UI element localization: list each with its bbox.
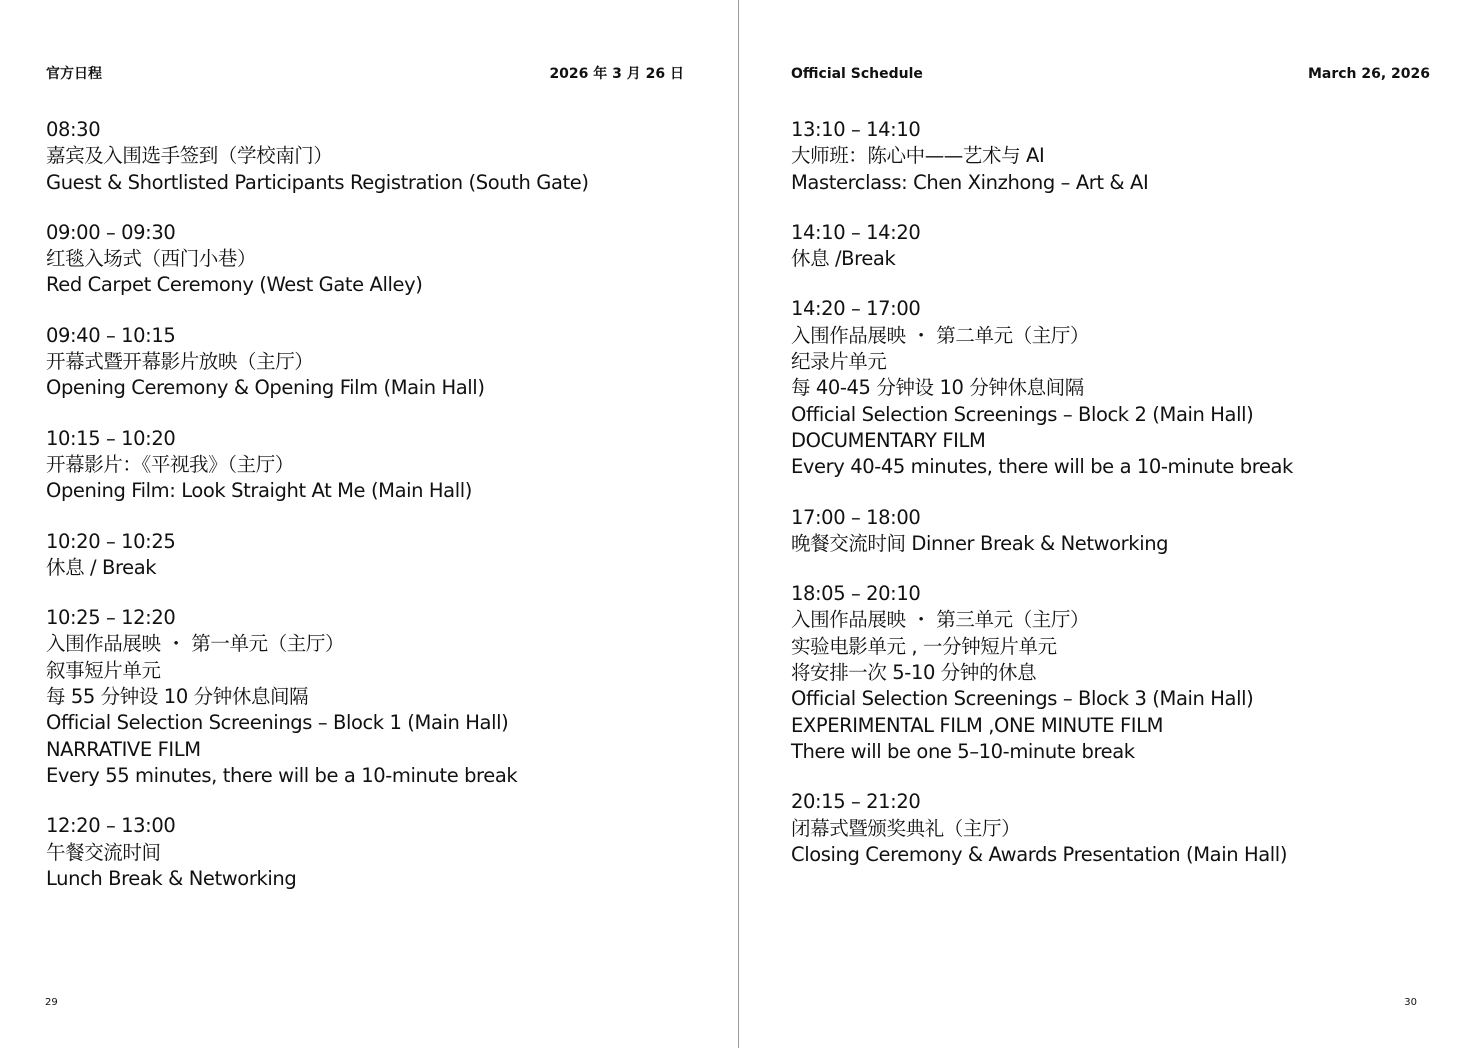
entry-line: 午餐交流时间 bbox=[46, 840, 161, 864]
entry-line: Lunch Break & Networking bbox=[46, 866, 297, 890]
running-head-date: March 26, 2026 bbox=[1307, 66, 1430, 82]
entry-time: 08:30 bbox=[46, 118, 101, 141]
entry-line: Guest & Shortlisted Participants Registration (South Gate) bbox=[46, 170, 589, 194]
entry-line: Masterclass: Chen Xinzhong – Art & AI bbox=[791, 170, 1149, 194]
running-head-date: 2026 年 3 月 26 日 bbox=[549, 66, 684, 82]
entry-line: Opening Film: Look Straight At Me (Main Hall) bbox=[46, 479, 472, 503]
entry-line: Red Carpet Ceremony (West Gate Alley) bbox=[46, 273, 423, 297]
entry-time: 18:05 – 20:10 bbox=[791, 582, 921, 606]
schedule-entry bbox=[791, 220, 1293, 273]
right-page bbox=[739, 0, 1479, 1048]
entry-line: 红毯入场式（西门小巷） bbox=[46, 247, 257, 271]
entry-line: 叙事短片单元 bbox=[46, 658, 161, 682]
entry-line: There will be one 5–10-minute break bbox=[791, 739, 1135, 763]
schedule-entry bbox=[791, 296, 1293, 480]
entry-line: 实验电影单元 , 一分钟短片单元 bbox=[791, 634, 1057, 658]
entry-line: Official Selection Screenings – Block 1 (Main Hall) bbox=[46, 711, 509, 735]
schedule-entry bbox=[46, 529, 589, 582]
entry-time: 20:15 – 21:20 bbox=[791, 790, 921, 814]
entry-line: 晚餐交流时间 Dinner Break & Networking bbox=[791, 531, 1169, 555]
entry-line: 开幕影片：《平视我》（主厅） bbox=[46, 452, 294, 476]
entry-line: Official Selection Screenings – Block 2 (Main Hall) bbox=[791, 402, 1254, 426]
schedule-list bbox=[46, 117, 589, 916]
entry-line: 大师班：陈心中——艺术与 AI bbox=[791, 144, 1045, 168]
schedule-entry bbox=[791, 581, 1293, 765]
entry-line: 嘉宾及入围选手签到（学校南门） bbox=[46, 144, 333, 168]
schedule-entry bbox=[46, 220, 589, 299]
entry-time: 13:10 – 14:10 bbox=[791, 118, 921, 141]
entry-line: EXPERIMENTAL FILM ,ONE MINUTE FILM bbox=[791, 713, 1164, 737]
entry-line: 休息 / Break bbox=[46, 555, 157, 579]
entry-line: Opening Ceremony & Opening Film (Main Hall) bbox=[46, 376, 485, 400]
page-number: 30 bbox=[1404, 997, 1417, 1008]
entry-line: 纪录片单元 bbox=[791, 350, 887, 374]
entry-line: Official Selection Screenings – Block 3 (Main Hall) bbox=[791, 687, 1254, 711]
schedule-list bbox=[791, 117, 1293, 892]
running-head-title: 官方日程 bbox=[46, 66, 102, 82]
entry-line: 入围作品展映 ・ 第二单元（主厅） bbox=[791, 323, 1090, 347]
schedule-entry bbox=[46, 426, 589, 505]
entry-time: 14:20 – 17:00 bbox=[791, 297, 921, 321]
running-head-title: Official Schedule bbox=[791, 66, 923, 82]
entry-time: 14:10 – 14:20 bbox=[791, 220, 921, 244]
entry-line: 开幕式暨开幕影片放映（主厅） bbox=[46, 350, 314, 374]
entry-line: NARRATIVE FILM bbox=[46, 737, 201, 761]
entry-line: Every 55 minutes, there will be a 10-minute break bbox=[46, 763, 518, 787]
schedule-entry bbox=[46, 323, 589, 402]
entry-line: 将安排一次 5-10 分钟的休息 bbox=[791, 661, 1037, 685]
entry-line: 休息 /Break bbox=[791, 247, 896, 271]
entry-time: 10:15 – 10:20 bbox=[46, 426, 176, 450]
entry-line: Every 40-45 minutes, there will be a 10-minute break bbox=[791, 455, 1293, 479]
entry-time: 12:20 – 13:00 bbox=[46, 814, 176, 838]
entry-line: DOCUMENTARY FILM bbox=[791, 428, 986, 452]
schedule-entry bbox=[46, 605, 589, 789]
schedule-entry bbox=[791, 789, 1293, 868]
entry-time: 09:40 – 10:15 bbox=[46, 323, 176, 347]
entry-line: 每 40-45 分钟设 10 分钟休息间隔 bbox=[791, 376, 1084, 400]
schedule-entry bbox=[791, 505, 1293, 558]
entry-time: 09:00 – 09:30 bbox=[46, 220, 176, 244]
schedule-entry bbox=[46, 117, 589, 196]
entry-line: 每 55 分钟设 10 分钟休息间隔 bbox=[46, 685, 309, 709]
entry-time: 17:00 – 18:00 bbox=[791, 505, 921, 529]
entry-line: 入围作品展映 ・ 第一单元（主厅） bbox=[46, 632, 345, 656]
schedule-entry bbox=[46, 813, 589, 892]
entry-time: 10:20 – 10:25 bbox=[46, 529, 176, 553]
schedule-entry bbox=[791, 117, 1293, 196]
entry-line: Closing Ceremony & Awards Presentation (Main Hall) bbox=[791, 842, 1288, 866]
left-page bbox=[0, 0, 738, 1048]
page-number: 29 bbox=[45, 997, 58, 1008]
entry-line: 闭幕式暨颁奖典礼（主厅） bbox=[791, 816, 1021, 840]
entry-line: 入围作品展映 ・ 第三单元（主厅） bbox=[791, 608, 1090, 632]
entry-time: 10:25 – 12:20 bbox=[46, 606, 176, 630]
